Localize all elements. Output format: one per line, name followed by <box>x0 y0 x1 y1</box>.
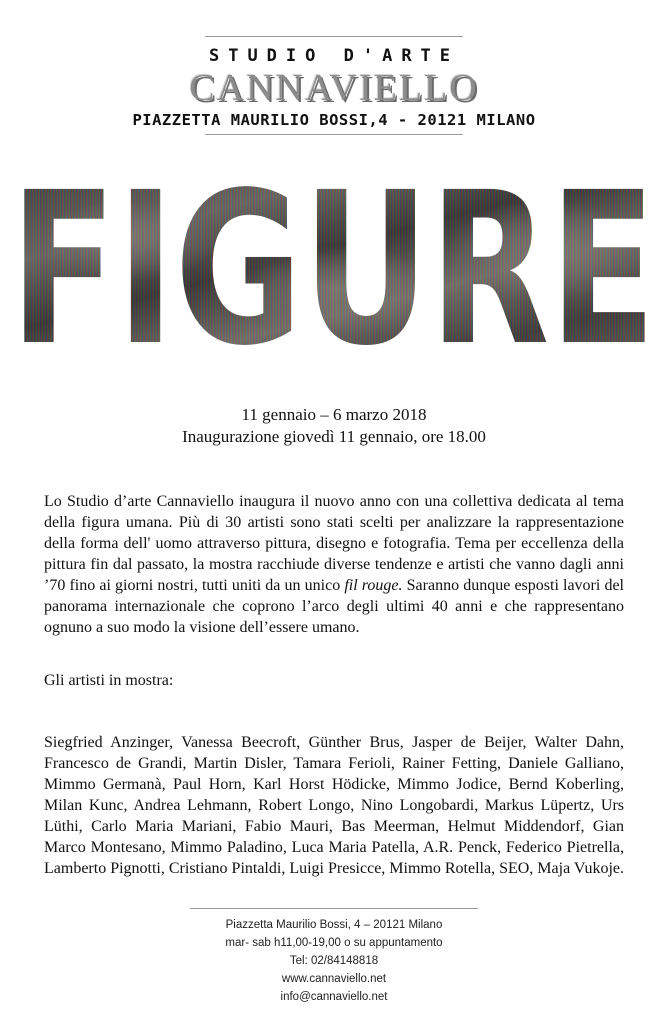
footer-phone: Tel: 02/84148818 <box>289 955 379 967</box>
header-bottom-rule <box>205 134 463 135</box>
intro-text-2: Saranno dunque esposti lavori del panorama internazionale che coprono l’arco degli ultimi 40 anni e che rappresentano ognuno a suo modo la visione dell’essere umano. <box>44 577 624 636</box>
intro-paragraph <box>44 491 624 638</box>
title-graphic <box>8 180 658 350</box>
header-top-rule <box>205 36 463 37</box>
intro-italic: fil rouge. <box>344 577 403 594</box>
intro-text-1: Lo Studio d’arte Cannaviello inaugura il nuovo anno con una collettiva dedicata al tema della figura umana. Più di 30 artisti sono stati scelti per analizzare la rappresentazione della forma dell' uomo attraverso pittura, disegno e fotografia. Tema per eccellenza della pittura fin dal passato, la mostra racchiude diverse tendenze e artisti che vanno dagli anni ’70 fino ai giorni nostri, tutti uniti da un unico <box>44 493 624 594</box>
footer-website[interactable]: www.cannaviello.net <box>281 973 387 985</box>
exhibition-dates: 11 gennaio – 6 marzo 2018 <box>241 405 427 424</box>
artists-list: Siegfried Anzinger, Vanessa Beecroft, Günther Brus, Jasper de Beijer, Walter Dahn, Francesco de Grandi, Martin Disler, Tamara Ferioli, Rainer Fetting, Daniele Galliano, Mimmo Germanà, Paul Horn, Karl Horst Hödicke, Mimmo Jodice, Bernd Koberling, Milan Kunc, Andrea Lehmann, Robert Longo, Nino Longobardi, Markus Lüpertz, Urs Lüthi, Carlo Maria Mariani, Fabio Mauri, Bas Meerman, Helmut Middendorf, Gian Marco Montesano, Mimmo Paladino, Luca Maria Patella, A.R. Penck, Federico Pietrella, Lamberto Pignotti, Cristiano Pintaldi, Luigi Presicce, Mimmo Rotella, SEO, Maja Vukoje. <box>44 734 625 877</box>
header-studio-label: STUDIO D'ARTE <box>208 46 460 66</box>
footer-email[interactable]: info@cannaviello.net <box>280 991 388 1003</box>
header-gallery-name: CANNAVIELLO <box>189 67 479 109</box>
opening-info: Inaugurazione giovedì 11 gennaio, ore 18.00 <box>182 427 486 446</box>
header-address: PIAZZETTA MAURILIO BOSSI,4 - 20121 MILANO <box>132 111 536 129</box>
exhibition-title <box>8 180 658 350</box>
footer-hours: mar- sab h11,00-19,00 o su appuntamento <box>225 937 443 949</box>
artists-heading: Gli artisti in mostra: <box>44 672 174 689</box>
footer-rule <box>190 908 478 909</box>
footer-address: Piazzetta Maurilio Bossi, 4 – 20121 Milano <box>225 919 443 931</box>
